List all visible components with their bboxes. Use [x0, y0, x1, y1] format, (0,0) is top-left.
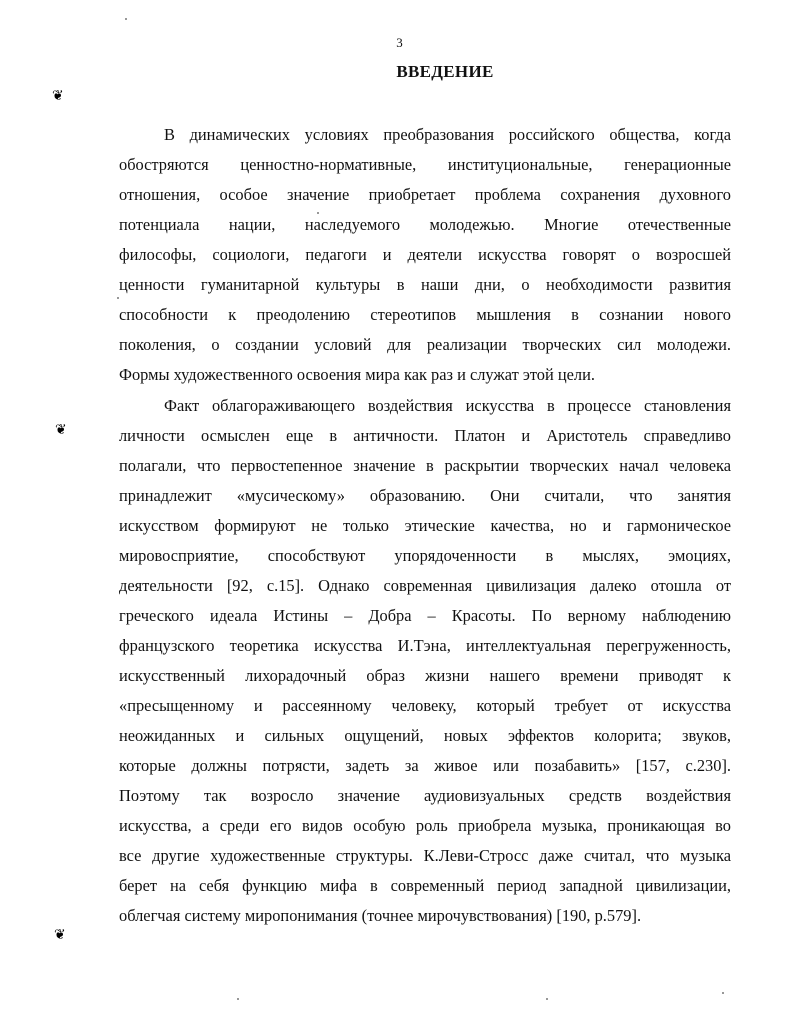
scan-speck [546, 998, 548, 1000]
text-line: Поэтому так возросло значение аудиовизуальных средств воздействия [119, 786, 731, 805]
text-line: способности к преодолению стереотипов мышления в сознании нового [119, 305, 731, 324]
text-line: философы, социологи, педагоги и деятели искусства говорят о возросшей [119, 245, 731, 264]
paragraph-history [119, 391, 731, 931]
text-line: французского теоретика искусства И.Тэна, интеллектуальная перегруженность, [119, 636, 731, 655]
binding-mark-icon: ❦ [54, 928, 66, 943]
text-line: «пресыщенному и рассеянному человеку, который требует от искусства [119, 696, 731, 715]
text-line: отношения, особое значение приобретает проблема сохранения духовного [119, 185, 731, 204]
text-line: неожиданных и сильных ощущений, новых эффектов колорита; звуков, [119, 726, 731, 745]
text-line: потенциала нации, наследуемого молодежью. Многие отечественные [119, 215, 731, 234]
text-line: полагали, что первостепенное значение в раскрытии творческих начал человека [119, 456, 731, 475]
text-line: В динамических условиях преобразования российского общества, когда [164, 125, 731, 144]
text-line: облегчая систему миропонимания (точнее мирочувствования) [190, р.579]. [119, 906, 642, 925]
scan-speck [722, 992, 724, 994]
text-line: поколения, о создании условий для реализации творческих сил молодежи. [119, 335, 731, 354]
text-line: Факт облагораживающего воздействия искусства в процессе становления [164, 396, 731, 415]
text-line: обостряются ценностно-нормативные, институциональные, генерационные [119, 155, 731, 174]
text-line: Формы художественного освоения мира как раз и служат этой цели. [119, 365, 595, 384]
page-number: 3 [396, 35, 403, 50]
text-line: искусством формируют не только этические качества, но и гармоническое [119, 516, 731, 535]
text-line: искусственный лихорадочный образ жизни нашего времени приводят к [119, 666, 731, 685]
scan-speck [237, 998, 239, 1000]
binding-mark-icon: ❦ [55, 423, 67, 438]
text-line: все другие художественные структуры. К.Леви-Стросс даже считал, что музыка [119, 846, 731, 865]
text-line: которые должны потрясти, задеть за живое или позабавить» [157, с.230]. [119, 756, 731, 775]
text-line: мировосприятие, способствуют упорядоченности в мыслях, эмоциях, [119, 546, 731, 565]
text-line: деятельности [92, с.15]. Однако современная цивилизация далеко отошла от [119, 576, 731, 595]
text-line: греческого идеала Истины – Добра – Красоты. По верному наблюдению [119, 606, 731, 625]
page-title: ВВЕДЕНИЕ [396, 62, 494, 81]
text-line: берет на себя функцию мифа в современный период западной цивилизации, [119, 876, 731, 895]
text-line: ценности гуманитарной культуры в наши дни, о необходимости развития [119, 275, 731, 294]
scan-speck [125, 18, 127, 20]
text-line: искусства, а среди его видов особую роль приобрела музыка, проникающая во [119, 816, 731, 835]
text-line: личности осмыслен еще в античности. Платон и Аристотель справедливо [119, 426, 731, 445]
text-line: принадлежит «мусическому» образованию. Они считали, что занятия [119, 486, 731, 505]
paragraph-intro [119, 120, 731, 390]
binding-mark-icon: ❦ [52, 89, 64, 104]
